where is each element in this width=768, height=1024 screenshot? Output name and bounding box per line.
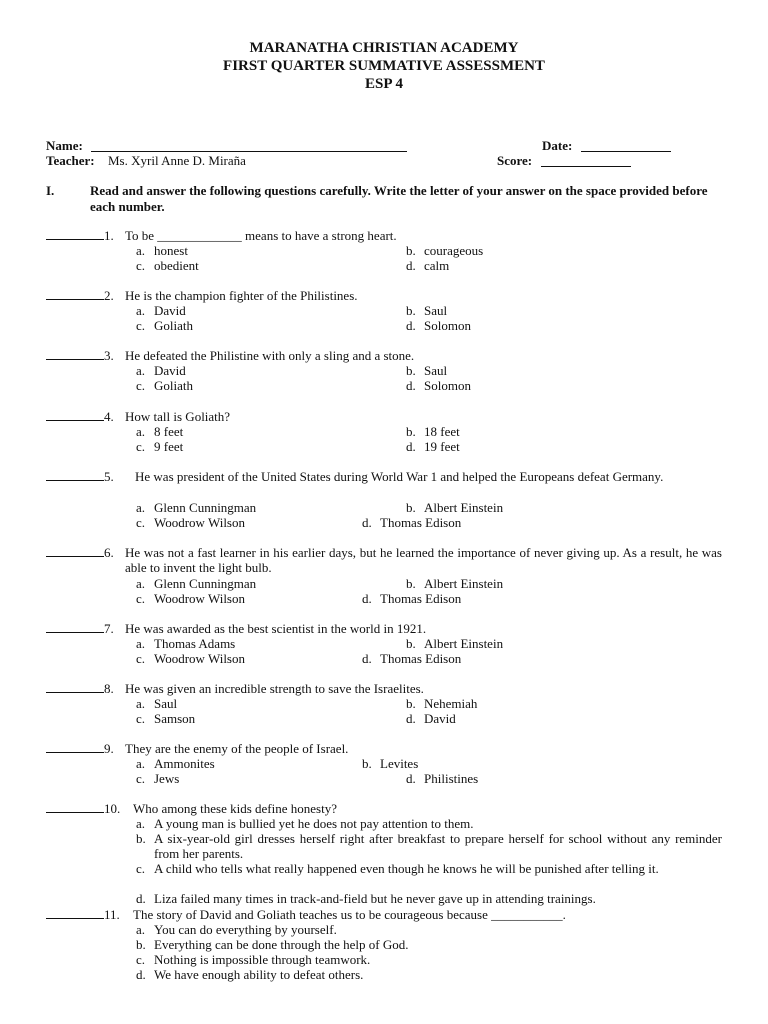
question-number: 10.: [104, 801, 121, 816]
answer-choice[interactable]: [136, 696, 177, 711]
answer-choice[interactable]: [406, 576, 503, 591]
choice-letter: a.: [136, 243, 146, 258]
answer-choice[interactable]: [406, 363, 447, 378]
choice-text: 18 feet: [424, 424, 460, 439]
answer-blank[interactable]: [46, 621, 104, 633]
date-field[interactable]: [581, 140, 671, 152]
question-number: 3.: [104, 348, 114, 363]
choice-letter: c.: [136, 591, 146, 606]
choice-letter: b.: [406, 424, 416, 439]
score-label: Score:: [497, 153, 533, 168]
answer-choice[interactable]: [406, 318, 471, 333]
choice-text: Everything can be done through the help of God.: [154, 937, 409, 952]
choice-letter: b.: [136, 831, 146, 846]
question-text: To be _____________ means to have a strong heart.: [125, 228, 397, 243]
choice-letter: a.: [136, 922, 146, 937]
answer-blank[interactable]: [46, 545, 104, 557]
answer-choice[interactable]: [136, 952, 722, 967]
answer-blank-row: [46, 545, 114, 560]
answer-choice[interactable]: [406, 500, 503, 515]
answer-blank-row: [46, 228, 114, 243]
answer-choice[interactable]: [136, 636, 235, 651]
answer-blank-row: [46, 741, 114, 756]
answer-choice[interactable]: [136, 439, 183, 454]
choice-text: Philistines: [424, 771, 479, 786]
choice-letter: d.: [406, 318, 416, 333]
answer-choice[interactable]: [406, 378, 471, 393]
choice-text: Thomas Edison: [380, 591, 462, 606]
choice-letter: c.: [136, 515, 146, 530]
choice-letter: c.: [136, 952, 146, 967]
question-text: He is the champion fighter of the Philistines.: [125, 288, 358, 303]
choice-letter: a.: [136, 816, 146, 831]
choice-letter: c.: [136, 861, 146, 876]
answer-blank[interactable]: [46, 741, 104, 753]
choice-text: 19 feet: [424, 439, 460, 454]
choice-letter: a.: [136, 303, 146, 318]
answer-blank[interactable]: [46, 681, 104, 693]
choice-text: Thomas Edison: [380, 651, 462, 666]
choice-text: David: [154, 303, 186, 318]
choice-letter: a.: [136, 576, 146, 591]
answer-choice[interactable]: [136, 967, 722, 982]
answer-choice[interactable]: [136, 303, 186, 318]
answer-choice[interactable]: [362, 515, 461, 530]
choice-text: Woodrow Wilson: [154, 591, 245, 606]
teacher-label: Teacher:: [46, 153, 95, 168]
choice-text: David: [424, 711, 456, 726]
choice-text: calm: [424, 258, 450, 273]
choice-letter: b.: [136, 937, 146, 952]
choice-text: Thomas Adams: [154, 636, 236, 651]
question-text: Who among these kids define honesty?: [133, 801, 337, 816]
name-field[interactable]: [91, 140, 407, 152]
question-number: 5.: [104, 469, 114, 484]
answer-choice[interactable]: [136, 861, 722, 876]
choice-letter: d.: [136, 967, 146, 982]
choice-text: Nothing is impossible through teamwork.: [154, 952, 371, 967]
choice-text: Goliath: [154, 318, 193, 333]
choice-text: Ammonites: [154, 756, 215, 771]
subject-title: ESP 4: [365, 76, 403, 92]
choice-text: Glenn Cunningman: [154, 576, 257, 591]
answer-choice[interactable]: [406, 696, 477, 711]
answer-choice[interactable]: [362, 756, 418, 771]
answer-blank-row: [46, 288, 114, 303]
name-label: Name:: [46, 138, 83, 153]
question-text: He defeated the Philistine with only a sling and a stone.: [125, 348, 415, 363]
answer-blank[interactable]: [46, 469, 104, 481]
answer-choice[interactable]: [136, 651, 245, 666]
answer-blank-row: [46, 469, 114, 484]
choice-text: Jews: [154, 771, 180, 786]
score-field[interactable]: [541, 155, 631, 167]
choice-text: obedient: [154, 258, 199, 273]
answer-choice[interactable]: [136, 922, 722, 937]
choice-letter: d.: [362, 651, 372, 666]
answer-blank-row: [46, 409, 114, 424]
choice-letter: c.: [136, 258, 146, 273]
date-label: Date:: [542, 138, 573, 153]
answer-blank[interactable]: [46, 907, 104, 919]
answer-choice[interactable]: [406, 636, 503, 651]
answer-blank-row: [46, 348, 114, 363]
section-instructions: Read and answer the following questions carefully. Write the letter of your answer on the space provided before each number.: [90, 183, 708, 214]
answer-choice[interactable]: [136, 937, 722, 952]
answer-blank-row: [46, 681, 114, 696]
answer-blank-row: [46, 907, 120, 922]
answer-choice[interactable]: [362, 651, 461, 666]
choice-letter: d.: [406, 771, 416, 786]
choice-text: Liza failed many times in track-and-field but he never gave up in attending trainings.: [154, 891, 596, 906]
answer-choice[interactable]: [136, 756, 215, 771]
question-number: 4.: [104, 409, 114, 424]
answer-choice[interactable]: [136, 831, 722, 861]
choice-text: 9 feet: [154, 439, 184, 454]
choice-letter: c.: [136, 318, 146, 333]
choice-letter: c.: [136, 711, 146, 726]
answer-choice[interactable]: [406, 771, 478, 786]
choice-letter: d.: [136, 891, 146, 906]
choice-text: Woodrow Wilson: [154, 651, 245, 666]
answer-choice[interactable]: [136, 771, 179, 786]
answer-choice[interactable]: [362, 591, 461, 606]
answer-blank[interactable]: [46, 288, 104, 300]
question-number: 6.: [104, 545, 114, 560]
choice-text: Saul: [424, 303, 448, 318]
answer-choice[interactable]: [136, 591, 245, 606]
question-text: He was awarded as the best scientist in the world in 1921.: [125, 621, 427, 636]
answer-blank[interactable]: [46, 228, 104, 240]
answer-choice[interactable]: [406, 711, 456, 726]
question-number: 1.: [104, 228, 114, 243]
question-text: He was not a fast learner in his earlier days, but he learned the importance of never giving up. As a result, he was able to invent the light bulb.: [125, 545, 722, 575]
choice-letter: d.: [406, 439, 416, 454]
choice-text: Goliath: [154, 378, 193, 393]
answer-choice[interactable]: [136, 515, 245, 530]
choice-text: Thomas Edison: [380, 515, 462, 530]
teacher-value: Ms. Xyril Anne D. Mirañа: [108, 153, 246, 168]
choice-text: A child who tells what really happened even though he knows he will be punished after telling it.: [154, 861, 659, 876]
choice-text: Albert Einstein: [424, 636, 504, 651]
choice-letter: a.: [136, 756, 146, 771]
choice-text: Nehemiah: [424, 696, 478, 711]
choice-text: Solomon: [424, 318, 471, 333]
answer-choice[interactable]: [136, 318, 193, 333]
exam-title: FIRST QUARTER SUMMATIVE ASSESSMENT: [223, 58, 545, 74]
choice-text: You can do everything by yourself.: [154, 922, 337, 937]
choice-text: David: [154, 363, 186, 378]
choice-text: Woodrow Wilson: [154, 515, 245, 530]
question-number: 7.: [104, 621, 114, 636]
answer-choice[interactable]: [406, 424, 460, 439]
choice-text: Glenn Cunningman: [154, 500, 257, 515]
choice-text: Samson: [154, 711, 196, 726]
answer-choice[interactable]: [136, 243, 188, 258]
choice-text: 8 feet: [154, 424, 184, 439]
choice-letter: d.: [362, 591, 372, 606]
answer-choice[interactable]: [136, 711, 195, 726]
section-number: I.: [46, 183, 55, 198]
question-number: 11.: [104, 907, 120, 922]
question-text: How tall is Goliath?: [125, 409, 231, 424]
school-name: MARANATHA CHRISTIAN ACADEMY: [249, 40, 519, 56]
choice-text: honest: [154, 243, 188, 258]
choice-letter: c.: [136, 439, 146, 454]
choice-text: Saul: [424, 363, 448, 378]
answer-blank[interactable]: [46, 409, 104, 421]
answer-blank[interactable]: [46, 348, 104, 360]
choice-text: A six-year-old girl dresses herself right after breakfast to prepare herself for school without any reminder from her parents.: [154, 831, 722, 861]
choice-letter: d.: [362, 515, 372, 530]
choice-text: Solomon: [424, 378, 471, 393]
choice-letter: b.: [406, 576, 416, 591]
question-text: The story of David and Goliath teaches us to be courageous because ___________.: [133, 907, 566, 922]
choice-letter: d.: [406, 258, 416, 273]
choice-text: Saul: [154, 696, 178, 711]
choice-letter: d.: [406, 711, 416, 726]
answer-choice[interactable]: [136, 576, 256, 591]
answer-blank-row: [46, 801, 120, 816]
question-number: 2.: [104, 288, 114, 303]
answer-choice[interactable]: [406, 258, 449, 273]
answer-choice[interactable]: [406, 243, 483, 258]
choice-letter: b.: [406, 363, 416, 378]
answer-choice[interactable]: [406, 439, 460, 454]
choice-text: Albert Einstein: [424, 576, 504, 591]
answer-choice[interactable]: [136, 258, 199, 273]
answer-choice[interactable]: [136, 816, 722, 831]
choice-text: We have enough ability to defeat others.: [154, 967, 364, 982]
choice-letter: b.: [406, 696, 416, 711]
choice-letter: a.: [136, 696, 146, 711]
choice-letter: a.: [136, 636, 146, 651]
choice-letter: c.: [136, 378, 146, 393]
choice-letter: b.: [362, 756, 372, 771]
answer-choice[interactable]: [406, 303, 447, 318]
question-number: 8.: [104, 681, 114, 696]
choice-text: courageous: [424, 243, 484, 258]
choice-letter: c.: [136, 771, 146, 786]
choice-letter: a.: [136, 500, 146, 515]
answer-choice[interactable]: [136, 891, 722, 906]
choice-text: A young man is bullied yet he does not pay attention to them.: [154, 816, 474, 831]
choice-letter: b.: [406, 500, 416, 515]
question-text: He was given an incredible strength to save the Israelites.: [125, 681, 424, 696]
answer-choice[interactable]: [136, 424, 183, 439]
choice-letter: b.: [406, 243, 416, 258]
choice-letter: b.: [406, 636, 416, 651]
choice-text: Levites: [380, 756, 419, 771]
choice-letter: c.: [136, 651, 146, 666]
answer-blank[interactable]: [46, 801, 104, 813]
choice-letter: d.: [406, 378, 416, 393]
choice-letter: a.: [136, 363, 146, 378]
answer-blank-row: [46, 621, 114, 636]
choice-letter: b.: [406, 303, 416, 318]
question-text: They are the enemy of the people of Israel.: [125, 741, 349, 756]
choice-letter: a.: [136, 424, 146, 439]
answer-choice[interactable]: [136, 378, 193, 393]
question-text: He was president of the United States during World War 1 and helped the Europeans defeat Germany.: [135, 469, 664, 484]
answer-choice[interactable]: [136, 500, 256, 515]
choice-text: Albert Einstein: [424, 500, 504, 515]
answer-choice[interactable]: [136, 363, 186, 378]
question-number: 9.: [104, 741, 114, 756]
